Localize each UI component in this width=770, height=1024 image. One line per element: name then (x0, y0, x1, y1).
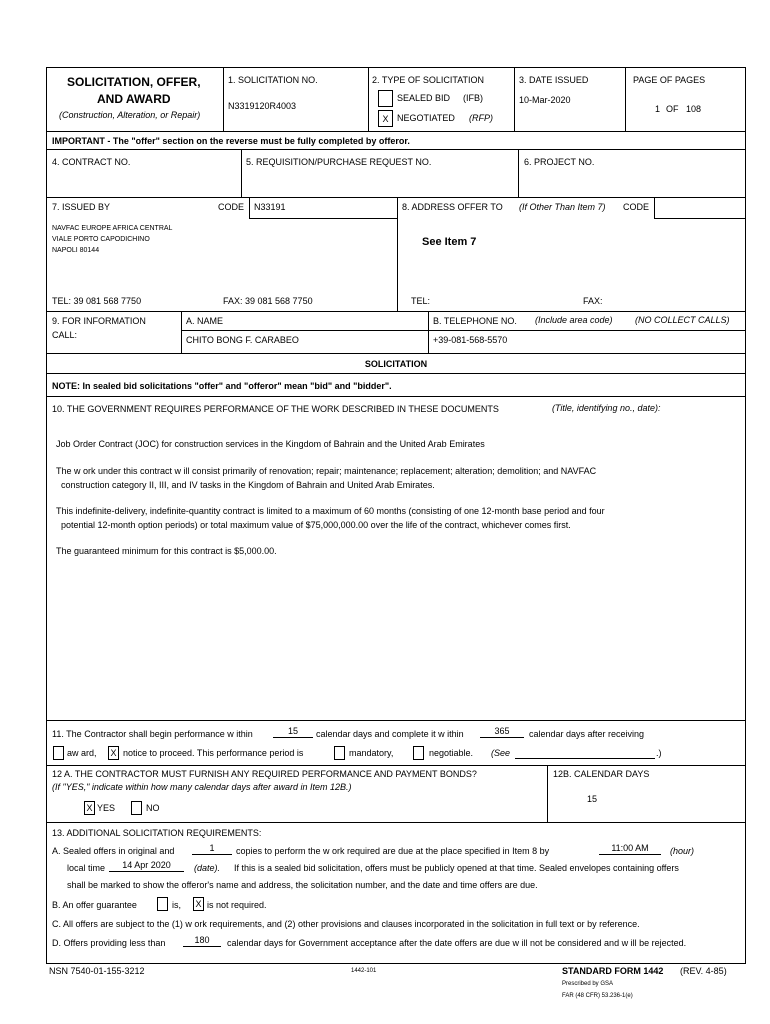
address-offer-qualifier: (If Other Than Item 7) (519, 202, 606, 212)
copies-value: 1 (192, 843, 232, 855)
bonds-no-checkbox[interactable] (131, 801, 142, 815)
issued-address-3: NAPOLI 80144 (52, 247, 100, 254)
issued-address-1: NAVFAC EUROPE AFRICA CENTRAL (52, 225, 173, 232)
issued-by-label: 7. ISSUED BY (52, 202, 111, 212)
bonds-yes-checkbox[interactable]: X (84, 801, 95, 815)
see-end: .) (656, 748, 662, 758)
item13d-text-2: calendar days for Government acceptance after the date offers are due w ill not be considered and w ill be rejected. (227, 938, 687, 948)
sf1442-form (46, 67, 746, 964)
sealed-bid-label: SEALED BID (397, 93, 451, 103)
negotiable-checkbox[interactable] (413, 746, 424, 760)
form-title-line1: SOLICITATION, OFFER, (67, 75, 201, 89)
item13d-text-1: D. Offers providing less than (52, 938, 166, 948)
page-of: OF (666, 104, 679, 114)
item13b-text-1: B. An offer guarantee (52, 900, 137, 910)
complete-days: 365 (480, 726, 524, 738)
item12a-label: 12 A. THE CONTRACTOR MUST FURNISH ANY REQUIRED PERFORMANCE AND PAYMENT BONDS? (52, 769, 477, 779)
award-label: aw ard, (67, 748, 97, 758)
item10-label: 10. THE GOVERNMENT REQUIRES PERFORMANCE OF THE WORK DESCRIBED IN THESE DOCUMENTS (52, 404, 499, 414)
nsn-number: NSN 7540-01-155-3212 (49, 966, 145, 976)
acceptance-days: 180 (183, 935, 221, 947)
notice-to-proceed-checkbox[interactable]: X (108, 746, 119, 760)
due-date-value: 14 Apr 2020 (109, 860, 184, 872)
far-reference: FAR (48 CFR) 53.236-1(e) (562, 993, 633, 999)
item10-paragraph-2a: The w ork under this contract w ill consist primarily of renovation; repair; maintenance; replacement; alteration; demolition; and NAVFAC (56, 466, 597, 476)
guarantee-not-required-label: is not required. (207, 900, 267, 910)
guarantee-not-required-checkbox[interactable]: X (193, 897, 204, 911)
negotiated-label: NEGOTIATED (397, 113, 455, 123)
item10-paragraph-2b: construction category II, III, and IV tasks in the Kingdom of Bahrain and United Arab Emirates. (61, 480, 435, 490)
project-no-label: 6. PROJECT NO. (524, 157, 595, 167)
begin-days: 15 (273, 726, 313, 738)
award-checkbox[interactable] (53, 746, 64, 760)
page-current: 1 (655, 104, 661, 114)
see-blank[interactable] (515, 748, 655, 759)
guarantee-is-checkbox[interactable] (157, 897, 168, 911)
item10-paragraph-3b: potential 12-month option periods) or total maximum value of $75,000,000.00 over the life of the contract, whichever comes first. (61, 520, 571, 530)
bonds-no-label: NO (146, 803, 160, 813)
name-label: A. NAME (186, 316, 224, 326)
bonds-yes-label: YES (97, 803, 116, 813)
telephone-qualifier-2: (NO COLLECT CALLS) (635, 315, 730, 325)
item13a-text-1: A. Sealed offers in original and (52, 846, 175, 856)
item13a-text-2: copies to perform the w ork required are due at the place specified in Item 8 by (236, 846, 550, 856)
telephone-label: B. TELEPHONE NO. (433, 316, 517, 326)
calendar-days-value: 15 (587, 794, 598, 804)
issued-code-label: CODE (218, 202, 245, 212)
item3-label: 3. DATE ISSUED (519, 75, 589, 85)
form-code: 1442-101 (351, 968, 377, 974)
date-label: (date). (194, 863, 221, 873)
mandatory-label: mandatory, (349, 748, 394, 758)
item10-paragraph-4: The guaranteed minimum for this contract is $5,000.00. (56, 546, 277, 556)
contact-telephone: +39-081-568-5570 (433, 335, 508, 345)
negotiated-code: (RFP) (469, 113, 493, 123)
guarantee-is-label: is, (172, 900, 181, 910)
form-title-sub: (Construction, Alteration, or Repair) (59, 110, 201, 120)
sealed-bid-checkbox[interactable] (378, 90, 393, 107)
item11-text-1: 11. The Contractor shall begin performance w ithin (52, 729, 253, 739)
item13c-text: C. All offers are subject to the (1) w ork requirements, and (2) other provisions and clauses incorporated in the solicitation in full text or by reference. (52, 919, 640, 929)
item13-label: 13. ADDITIONAL SOLICITATION REQUIREMENTS: (52, 828, 262, 838)
item11-text-3: calendar days after receiving (529, 729, 645, 739)
address-offer-code-label: CODE (623, 202, 650, 212)
item2-label: 2. TYPE OF SOLICITATION (372, 75, 485, 85)
requisition-label: 5. REQUISITION/PURCHASE REQUEST NO. (246, 157, 432, 167)
solicitation-heading: SOLICITATION (364, 359, 428, 369)
item12b-label: 12B. CALENDAR DAYS (553, 769, 650, 779)
pages-label: PAGE OF PAGES (633, 75, 706, 85)
mandatory-checkbox[interactable] (334, 746, 345, 760)
standard-form-label: STANDARD FORM 1442 (562, 966, 664, 976)
contact-name: CHITO BONG F. CARABEO (186, 335, 299, 345)
issued-code-value: N33191 (254, 202, 286, 212)
sealed-bid-code: (IFB) (463, 93, 483, 103)
telephone-qualifier-1: (Include area code) (535, 315, 613, 325)
form-revision: (REV. 4-85) (680, 966, 727, 976)
address-offer-label: 8. ADDRESS OFFER TO (402, 202, 503, 212)
sealed-bid-note: NOTE: In sealed bid solicitations "offer" and "offeror" mean "bid" and "bidder". (52, 381, 392, 391)
date-issued: 10-Mar-2020 (519, 95, 571, 105)
important-note: IMPORTANT - The "offer" section on the reverse must be fully completed by offeror. (52, 136, 410, 146)
issued-fax: FAX: 39 081 568 7750 (223, 296, 313, 306)
form-title-line2: AND AWARD (97, 92, 171, 106)
issued-address-2: VIALE PORTO CAPODICHINO (52, 236, 150, 243)
negotiated-checkbox[interactable]: X (378, 110, 393, 127)
hour-label: (hour) (670, 846, 695, 856)
address-offer-tel: TEL: (411, 296, 431, 306)
item10-paragraph-1: Job Order Contract (JOC) for construction services in the Kingdom of Bahrain and the United Arab Emirates (56, 439, 485, 449)
item13a-text-5: shall be marked to show the offeror's name and address, the solicitation number, and the date and time offers are due. (67, 880, 538, 890)
item11-text-2: calendar days and complete it w ithin (316, 729, 464, 739)
page-total: 108 (686, 104, 702, 114)
issued-tel: TEL: 39 081 568 7750 (52, 296, 142, 306)
solicitation-number: N3319120R4003 (228, 101, 297, 111)
see-label: (See (491, 748, 511, 758)
address-offer-fax: FAX: (583, 296, 603, 306)
for-info-label: 9. FOR INFORMATION (52, 316, 146, 326)
item12a-sub: (If "YES," indicate within how many calendar days after award in Item 12B.) (52, 782, 352, 792)
item13a-text-4: If this is a sealed bid solicitation, offers must be publicly opened at that time. Sealed envelopes containing offers (234, 863, 679, 873)
item10-qualifier: (Title, identifying no., date): (552, 403, 661, 413)
due-hour-value: 11:00 AM (599, 843, 661, 855)
local-time-label: local time (67, 863, 106, 873)
negotiable-label: negotiable. (429, 748, 474, 758)
for-info-call-label: CALL: (52, 330, 78, 340)
notice-label: notice to proceed. This performance period is (123, 748, 304, 758)
prescribed-by: Prescribed by GSA (562, 981, 614, 987)
contract-no-label: 4. CONTRACT NO. (52, 157, 131, 167)
item1-label: 1. SOLICITATION NO. (228, 75, 318, 85)
see-item-7: See Item 7 (422, 236, 477, 248)
item10-paragraph-3a: This indefinite-delivery, indefinite-quantity contract is limited to a maximum of 60 months (consisting of one 12-month base period and four (56, 506, 605, 516)
